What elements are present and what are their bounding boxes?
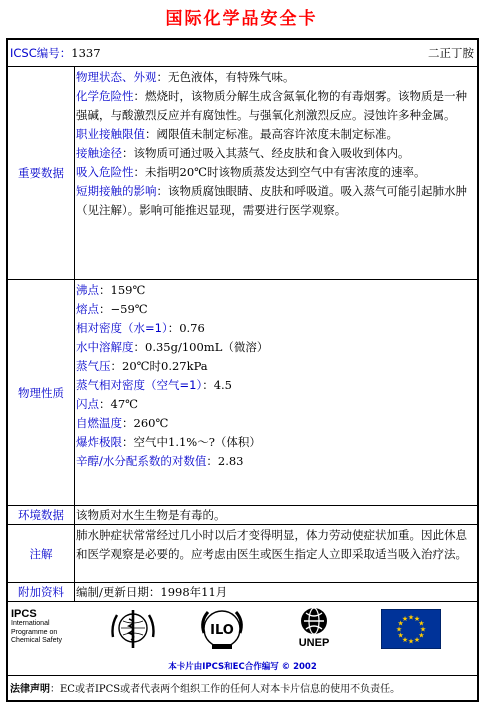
eu-flag-icon (381, 609, 441, 649)
property-value: ：20℃时0.27kPa (110, 359, 208, 373)
property-explosive-limits (76, 433, 474, 452)
eu-star-icon: ★ (418, 619, 425, 628)
chemical-name: 二正丁胺 (428, 46, 474, 60)
physical-properties-content (76, 281, 474, 471)
eu-star-icon: ★ (397, 631, 404, 640)
property-vapour-pressure (76, 357, 474, 376)
header-row (8, 40, 477, 67)
ipcs-title: IPCS (11, 608, 37, 620)
field-value: ：无色液体，有特殊气味。 (156, 70, 295, 84)
property-label: 蒸气相对密度（空气=1） (76, 378, 203, 392)
property-autoignition (76, 414, 474, 433)
field-label: 短期接触的影响 (76, 184, 157, 198)
eu-star-icon: ★ (401, 635, 409, 644)
ipcs-line: Programme on (11, 628, 58, 636)
property-value: ：4.5 (202, 378, 232, 392)
field-appearance (76, 68, 474, 87)
eu-star-icon: ★ (395, 625, 403, 634)
ipcs-logo (11, 608, 62, 646)
icsc-number: 1337 (71, 46, 101, 60)
property-label: 水中溶解度 (76, 340, 134, 354)
eu-star-icon: ★ (419, 625, 427, 634)
svg-text:ILO: ILO (210, 623, 234, 638)
property-melting-point (76, 300, 474, 319)
field-value: ：燃烧时，该物质分解生成含氮氧化物的有毒烟雾。该物质是一种强碱，与酸激烈反应并有腐蚀性。与强氧化剂激烈反应。浸蚀许多种金属。 (76, 89, 467, 122)
field-value: ：该物质可通过吸入其蒸气、经皮肤和食入吸收到体内。 (122, 146, 410, 160)
additional-info-content: 编制/更新日期：1998年11月 (76, 585, 228, 599)
eu-star-icon: ★ (397, 619, 404, 628)
field-value: ：该物质腐蚀眼睛、皮肤和呼吸道。吸入蒸气可能引起肺水肿（见注解）。影响可能推迟显现，需要进行医学观察。 (76, 184, 467, 217)
property-value: ：47℃ (99, 397, 138, 411)
eu-star-icon: ★ (407, 637, 415, 646)
property-value: ：2.83 (206, 454, 244, 468)
property-flash-point (76, 395, 474, 414)
credit-line: 本卡片由IPCS和EC合作编写 © 2002 (168, 662, 317, 672)
icsc-number-field (10, 45, 101, 61)
notes-content: 肺水肿症状常常经过几小时以后才变得明显，体力劳动使症状加重。因此休息和医学观察是必要的。应考虑由医生或医生指定人立即采取适当吸入治疗法。 (76, 528, 467, 561)
additional-info-header: 附加资料 (8, 583, 75, 601)
additional-info-row (8, 583, 477, 602)
property-label: 沸点 (76, 283, 99, 297)
field-inhalation-hazard (76, 163, 474, 182)
field-label: 物理状态、外观 (76, 70, 157, 84)
environment-row (8, 506, 477, 525)
ipcs-line: Chemical Safety (11, 637, 62, 644)
field-value: ：阈限值未制定标准。最高容许浓度未制定标准。 (145, 127, 398, 141)
property-value: ：0.35g/100mL（微溶） (133, 340, 269, 354)
icsc-label: ICSC编号： (10, 46, 72, 60)
field-label: 化学危险性 (76, 89, 134, 103)
notes-row (8, 525, 477, 583)
property-vapour-density (76, 376, 474, 395)
logos-row (8, 602, 477, 676)
property-relative-density (76, 319, 474, 338)
property-value: ：−59℃ (99, 302, 148, 316)
legal-text: ：EC或者IPCS或者代表两个组织工作的任何人对本卡片信息的使用不负责任。 (50, 684, 401, 695)
ilo-emblem-icon (196, 607, 248, 653)
legal-statement (10, 680, 400, 695)
unep-label: UNEP (298, 637, 330, 649)
property-label: 相对密度（水=1） (76, 321, 168, 335)
property-water-solubility (76, 338, 474, 357)
important-data-content (76, 68, 474, 220)
physical-properties-header: 物理性质 (8, 280, 75, 505)
field-short-term-effects (76, 182, 474, 220)
eu-star-icon: ★ (413, 615, 421, 624)
property-label: 自燃温度 (76, 416, 122, 430)
field-exposure-limits (76, 125, 474, 144)
property-log-kow (76, 452, 474, 471)
field-value: ：未指明20℃时该物质蒸发达到空气中有害浓度的速率。 (133, 165, 426, 179)
property-label: 蒸气压 (76, 359, 111, 373)
property-value: ：260℃ (122, 416, 169, 430)
property-value: ：159℃ (99, 283, 146, 297)
property-label: 熔点 (76, 302, 99, 316)
property-value: ：0.76 (167, 321, 205, 335)
property-label: 闪点 (76, 397, 99, 411)
field-label: 接触途径 (76, 146, 122, 160)
notes-header: 注解 (8, 525, 75, 582)
important-data-header: 重要数据 (8, 67, 75, 279)
page-title: 国际化学品安全卡 (165, 9, 318, 29)
legal-row (8, 676, 477, 700)
ipcs-line: International (11, 620, 50, 627)
environment-content: 该物质对水生生物是有毒的。 (76, 508, 226, 522)
eu-star-icon: ★ (407, 613, 415, 622)
safety-card (6, 38, 479, 702)
field-label: 吸入危险性 (76, 165, 134, 179)
eu-star-icon: ★ (413, 635, 421, 644)
field-label: 职业接触限值 (76, 127, 145, 141)
eu-star-icon: ★ (401, 615, 409, 624)
property-label: 爆炸极限 (76, 435, 122, 449)
eu-star-icon: ★ (418, 631, 425, 640)
property-boiling-point (76, 281, 474, 300)
field-chemical-hazard (76, 87, 474, 125)
legal-label: 法律声明 (10, 684, 50, 695)
property-value: ：空气中1.1%～?（体积） (122, 435, 261, 449)
physical-properties-row (8, 280, 477, 506)
who-emblem-icon (108, 607, 158, 651)
environment-header: 环境数据 (8, 506, 75, 524)
field-exposure-routes (76, 144, 474, 163)
property-label: 辛醇/水分配系数的对数值 (76, 454, 207, 468)
important-data-row (8, 67, 477, 280)
